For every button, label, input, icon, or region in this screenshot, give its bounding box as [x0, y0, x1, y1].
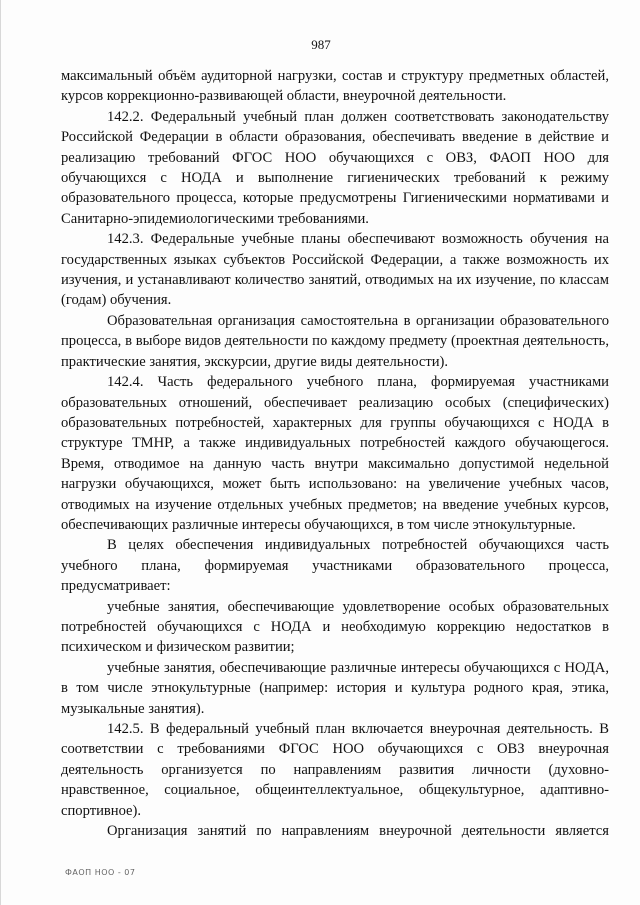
paragraph-org-autonomy: Образовательная организация самостоятельна в организации образовательного процесса, в выборе видов деятельности по каждому предмету (проектная деятельность, практические занятия, экскурсии, другие виды деятельности).	[61, 312, 609, 370]
paragraph-142-2: 142.2. Федеральный учебный план должен соответствовать законодательству Российской Федерации в области образования, обеспечивать введение в действие и реализацию требований ФГОС НОО обучающихся с ОВЗ, ФАОП НОО для обучающихся с НОДА и выполнение гигиенических требований к режиму образовательного процесса, которые предусмотрены Гигиеническими нормативами и Санитарно-эпидемиологическими требованиями.	[61, 108, 609, 227]
paragraph-142-5: 142.5. В федеральный учебный план включается внеурочная деятельность. В соответствии с требованиями ФГОС НОО обучающихся с ОВЗ внеурочная деятельность организуется по направлениям развития личности (духовно-нравственное, социальное, общеинтеллектуальное, общекультурное, адаптивно-спортивное).	[61, 721, 609, 819]
paragraph-individual-needs: В целях обеспечения индивидуальных потребностей обучающихся часть учебного плана, формируемая участниками образовательного процесса, предусматривает:	[61, 537, 609, 595]
paragraph-continuation: максимальный объём аудиторной нагрузки, состав и структуру предметных областей, курсов коррекционно-развивающей области, внеурочной деятельности.	[61, 68, 609, 105]
page-number: 987	[311, 37, 331, 52]
paragraph-extracurricular-org: Организация занятий по направлениям внеурочной деятельности является	[107, 823, 609, 840]
paragraph-item-interests: учебные занятия, обеспечивающие различные интересы обучающихся с НОДА, в том числе этнокультурные (например: история и культура родного края, этика, музыкальные занятия).	[61, 659, 609, 717]
paragraph-142-4: 142.4. Часть федерального учебного плана, формируемая участниками образовательных отношений, обеспечивает реализацию особых (специфических) образовательных потребностей, характерных для группы обучающихся с НОДА в структуре ТМНР, а также индивидуальных потребностей каждого обучающегося. Время, отводимое на данную часть внутри максимально допустимой недельной нагрузки обучающихся, может быть использовано: на увеличение учебных часов, отводимых на изучение отдельных учебных предметов; на введение учебных курсов, обеспечивающих различные интересы обучающихся, в том числе этнокультурные.	[61, 374, 609, 533]
document-body	[61, 66, 609, 841]
paragraph-item-special-needs: учебные занятия, обеспечивающие удовлетворение особых образовательных потребностей обучающихся с НОДА и необходимую коррекцию недостатков в психическом и физическом развитии;	[61, 598, 609, 656]
footer-stamp: ФАОП НОО - 07	[65, 868, 136, 877]
paragraph-142-3: 142.3. Федеральные учебные планы обеспечивают возможность обучения на государственных языках субъектов Российской Федерации, а также возможность их изучения, и устанавливают количество занятий, отводимых на их изучение, по классам (годам) обучения.	[61, 231, 609, 309]
